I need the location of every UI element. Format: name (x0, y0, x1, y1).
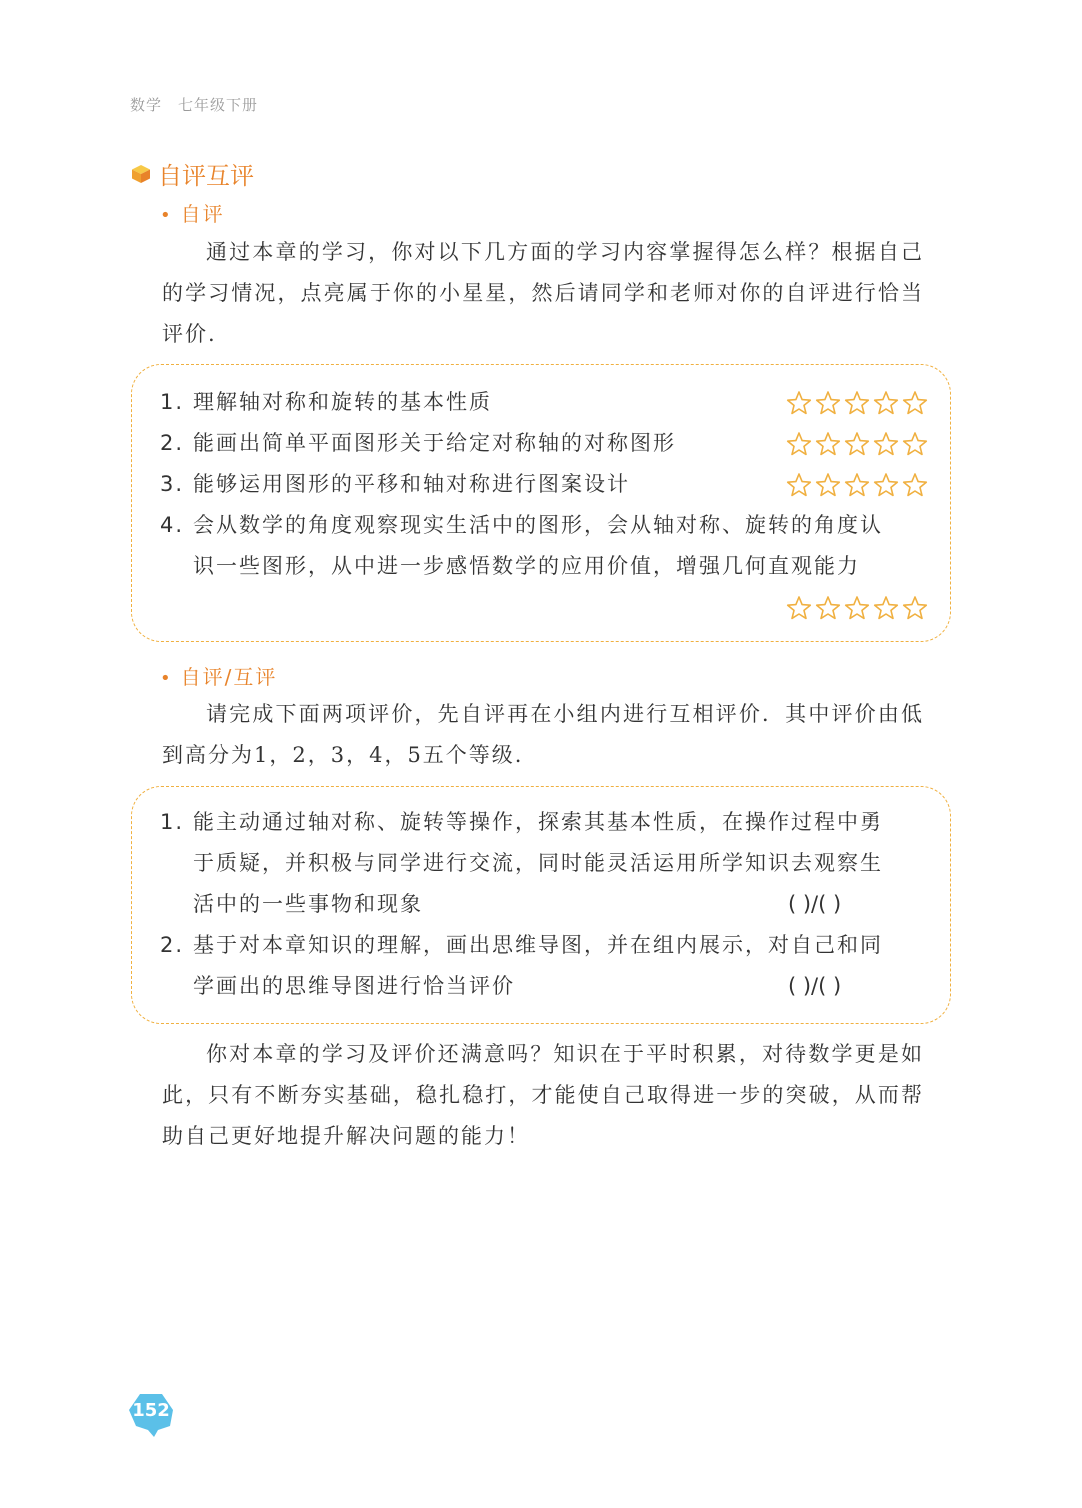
item-number: 2. (160, 933, 185, 957)
star-icon[interactable] (873, 472, 899, 498)
star-icon[interactable] (873, 390, 899, 416)
rating-blank[interactable]: ( )/( ) (788, 892, 842, 916)
star-icon[interactable] (844, 431, 870, 457)
mutual-eval-heading-text: 自评/互评 (180, 665, 278, 689)
running-header (130, 94, 258, 115)
page-number: 152 (132, 1400, 170, 1421)
star-icon[interactable] (873, 595, 899, 621)
header-grade: 七年级下册 (178, 96, 259, 114)
item-number: 4. (160, 513, 185, 537)
star-icon[interactable] (815, 431, 841, 457)
item-text-line2: 学画出的思维导图进行恰当评价 (193, 974, 515, 998)
item-text-line2: 于质疑，并积极与同学进行交流，同时能灵活运用所学知识去观察生 (193, 851, 883, 875)
bullet-dot-icon: • (160, 668, 173, 689)
item-text-line1: 能主动通过轴对称、旋转等操作，探索其基本性质，在操作过程中勇 (193, 810, 883, 834)
star-icon[interactable] (815, 390, 841, 416)
mutual-eval-intro: 请完成下面两项评价，先自评再在小组内进行互相评价．其中评价由低到高分为1，2，3，4，5五个等级. (162, 702, 924, 767)
rating-blank[interactable]: ( )/( ) (788, 974, 842, 998)
cube-icon (130, 163, 152, 185)
item-text-line1: 会从数学的角度观察现实生活中的图形，会从轴对称、旋转的角度认 (193, 513, 883, 537)
item-text-line2: 识一些图形，从中进一步感悟数学的应用价值，增强几何直观能力 (193, 554, 860, 578)
bullet-dot-icon: • (160, 205, 173, 226)
item-number: 3. (160, 472, 185, 496)
star-icon[interactable] (786, 472, 812, 498)
star-icon[interactable] (786, 595, 812, 621)
star-icon[interactable] (873, 431, 899, 457)
star-icon[interactable] (786, 431, 812, 457)
item-text-line3: 活中的一些事物和现象 (193, 892, 423, 916)
mutual-eval-heading (160, 661, 277, 690)
star-icon[interactable] (902, 431, 928, 457)
closing-paragraph: 你对本章的学习及评价还满意吗？知识在于平时积累，对待数学更是如此，只有不断夯实基础，稳扎稳打，才能使自己取得进一步的突破，从而帮助自己更好地提升解决问题的能力！ (162, 1042, 924, 1148)
star-icon[interactable] (844, 390, 870, 416)
item-text: 能画出简单平面图形关于给定对称轴的对称图形 (193, 431, 676, 455)
star-icon[interactable] (844, 472, 870, 498)
item-number: 1. (160, 810, 185, 834)
star-rating[interactable] (786, 472, 928, 498)
item-text: 理解轴对称和旋转的基本性质 (193, 390, 492, 414)
star-rating[interactable] (786, 390, 928, 416)
star-icon[interactable] (786, 390, 812, 416)
star-icon[interactable] (902, 472, 928, 498)
star-rating[interactable] (786, 595, 928, 621)
star-icon[interactable] (844, 595, 870, 621)
section-title-text: 自评互评 (158, 162, 254, 190)
item-text: 能够运用图形的平移和轴对称进行图案设计 (193, 472, 630, 496)
self-eval-heading-text: 自评 (180, 202, 225, 226)
star-rating[interactable] (786, 431, 928, 457)
star-icon[interactable] (815, 472, 841, 498)
self-eval-intro: 通过本章的学习，你对以下几方面的学习内容掌握得怎么样？根据自己的学习情况，点亮属于你的小星星，然后请同学和老师对你的自评进行恰当评价. (162, 240, 924, 346)
star-icon[interactable] (902, 595, 928, 621)
item-text-line1: 基于对本章知识的理解，画出思维导图，并在组内展示，对自己和同 (193, 933, 883, 957)
header-subject: 数学 (130, 96, 163, 114)
item-number: 1. (160, 390, 185, 414)
section-title (130, 156, 254, 191)
star-icon[interactable] (815, 595, 841, 621)
star-icon[interactable] (902, 390, 928, 416)
item-number: 2. (160, 431, 185, 455)
self-eval-heading (160, 198, 225, 227)
